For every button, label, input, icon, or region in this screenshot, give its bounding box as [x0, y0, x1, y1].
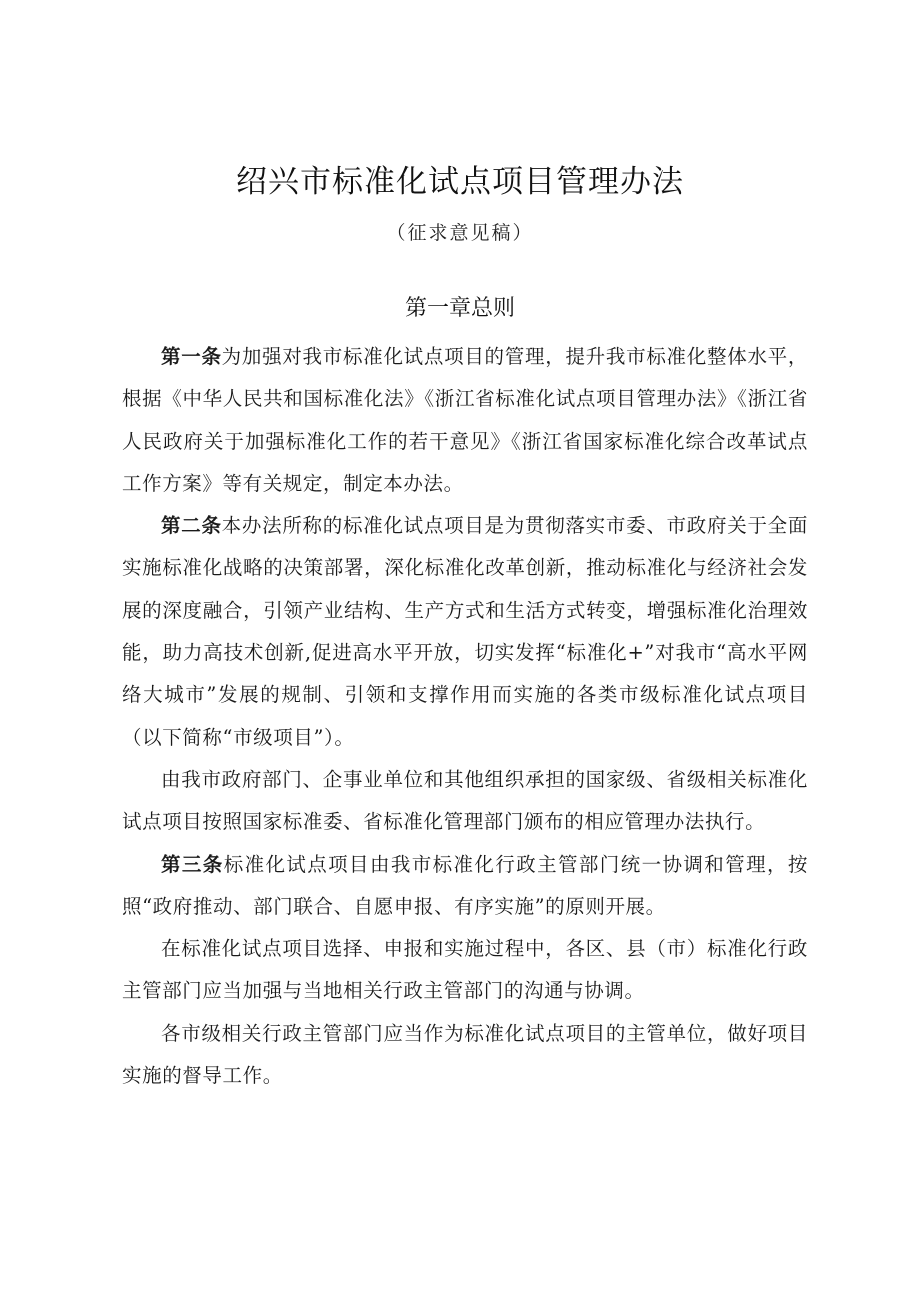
article-3-closing-paragraph — [122, 1013, 808, 1098]
paragraph-text: 标准化试点项目由我市标准化行政主管部门统一协调和管理，按照“政府推动、部门联合、自愿申报、有序实施”的原则开展。 — [122, 852, 808, 918]
document-title: 绍兴市标准化试点项目管理办法 — [236, 164, 684, 200]
article-3-continuation-paragraph — [122, 928, 808, 1013]
article-2-continuation-paragraph — [122, 759, 808, 844]
document-body — [122, 336, 808, 1097]
paragraph-text: 为加强对我市标准化试点项目的管理，提升我市标准化整体水平，根据《中华人民共和国标准化法》《浙江省标准化试点项目管理办法》《浙江省人民政府关于加强标准化工作的若干意见》《浙江省国家标准化综合改革试点工作方案》等有关规定，制定本办法。 — [122, 345, 808, 495]
article-1-paragraph — [122, 336, 808, 505]
article-label: 第二条 — [161, 514, 222, 538]
paragraph-text: 在标准化试点项目选择、申报和实施过程中，各区、县（市）标准化行政主管部门应当加强与当地相关行政主管部门的沟通与协调。 — [122, 937, 808, 1003]
chapter-title: 第一章总则 — [404, 296, 515, 321]
document-subtitle: （征求意见稿） — [386, 222, 534, 244]
article-label: 第三条 — [161, 852, 224, 876]
paragraph-text: 各市级相关行政主管部门应当作为标准化试点项目的主管单位，做好项目实施的督导工作。 — [122, 1021, 808, 1088]
paragraph-text: 本办法所称的标准化试点项目是为贯彻落实市委、市政府关于全面实施标准化战略的决策部署，深化标准化改革创新，推动标准化与经济社会发展的深度融合，引领产业结构、生产方式和生活方式转变，增强标准化治理效能，助力高技术创新,促进高水平开放，切实发挥“标准化+”对我市“高水平网络大城市”发展的规制、引领和支撑作用而实施的各类市级标准化试点项目（以下简称“市级项目”）。 — [122, 514, 808, 749]
article-2-paragraph — [122, 505, 808, 759]
article-label: 第一条 — [161, 345, 222, 368]
paragraph-text: 由我市政府部门、企事业单位和其他组织承担的国家级、省级相关标准化试点项目按照国家标准委、省标准化管理部门颁布的相应管理办法执行。 — [122, 767, 808, 834]
article-3-paragraph — [122, 844, 808, 929]
